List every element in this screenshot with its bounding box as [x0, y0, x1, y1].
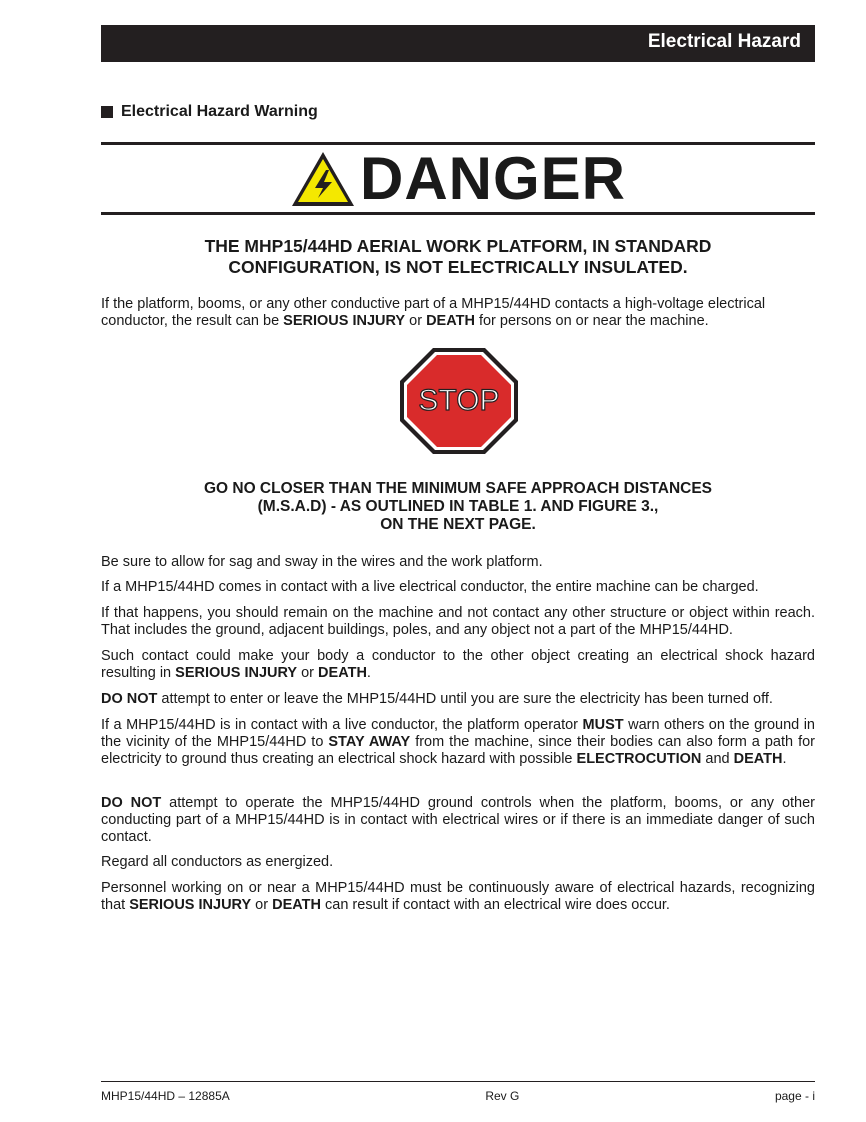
- headline-line-2: CONFIGURATION, IS NOT ELECTRICALLY INSULATED.: [228, 257, 688, 277]
- intro-bold-1: SERIOUS INJURY: [283, 313, 406, 329]
- p4-text-1: Such contact could make your body a conductor to the other object creating an electrical shock hazard resulting in: [101, 648, 815, 681]
- p4-bold-1: SERIOUS INJURY: [175, 665, 298, 681]
- intro-text-3: for persons on or near the machine.: [474, 313, 709, 329]
- paragraph-4: [101, 648, 815, 682]
- paragraph-5: [101, 691, 815, 708]
- intro-paragraph: [101, 296, 815, 330]
- msad-line-3: ON THE NEXT PAGE.: [380, 516, 536, 533]
- footer-document-id: MHP15/44HD – 12885A: [101, 1089, 230, 1103]
- p5-bold-1: DO NOT: [101, 691, 158, 707]
- header-bar: [101, 25, 815, 62]
- p9-bold-2: DEATH: [272, 897, 321, 913]
- section-heading-text: Electrical Hazard Warning: [121, 103, 318, 120]
- danger-word: DANGER: [359, 145, 626, 212]
- intro-bold-2: DEATH: [426, 313, 475, 329]
- paragraph-9: [101, 880, 815, 914]
- p6-text-2: warn others on the ground in the vicinity of the MHP15/44HD to: [101, 717, 815, 750]
- p6-bold-4: DEATH: [733, 751, 783, 767]
- p5-text-1: attempt to enter or leave the MHP15/44HD until you are sure the electricity has been turned off.: [157, 691, 773, 707]
- paragraph-3: If that happens, you should remain on the machine and not contact any other structure or object within reach. That includes the ground, adjacent buildings, poles, and any object not a part of the MHP15/44HD.: [101, 605, 815, 638]
- intro-text-1: If the platform, booms, or any other conductive part of a MHP15/44HD contacts a high-voltage electrical conductor, the result can be: [101, 296, 766, 329]
- paragraph-7: [101, 795, 815, 846]
- headline: [101, 236, 815, 278]
- paragraph-2: If a MHP15/44HD comes in contact with a live electrical conductor, the entire machine can be charged.: [101, 579, 759, 595]
- p6-text-4: and: [701, 751, 734, 767]
- electrical-hazard-icon: [290, 150, 356, 208]
- p6-bold-3: ELECTROCUTION: [576, 751, 702, 767]
- footer: [101, 1089, 815, 1103]
- p6-text-5: .: [782, 751, 787, 767]
- p7-bold-1: DO NOT: [101, 795, 162, 811]
- square-bullet-icon: [101, 106, 113, 118]
- p9-text-1: Personnel working on or near a MHP15/44HD must be continuously aware of electrical hazards, recognizing that: [101, 880, 815, 913]
- headline-line-1: THE MHP15/44HD AERIAL WORK PLATFORM, IN STANDARD: [204, 236, 712, 256]
- stop-label: STOP: [418, 384, 500, 417]
- danger-banner: [101, 147, 815, 211]
- footer-revision: Rev G: [485, 1089, 520, 1103]
- intro-text-2: or: [405, 313, 427, 329]
- footer-page-number: page - i: [774, 1089, 815, 1103]
- p4-bold-2: DEATH: [318, 665, 367, 681]
- p7-text-1: attempt to operate the MHP15/44HD ground controls when the platform, booms, or any other conducting part of a MHP15/44HD is in contact with electrical wires or if there is an immediate danger of such contact.: [101, 795, 815, 845]
- p9-text-3: can result if contact with an electrical wire does occur.: [320, 897, 670, 913]
- bottom-rule: [101, 212, 815, 215]
- section-heading: [101, 103, 318, 121]
- p6-bold-2: STAY AWAY: [328, 734, 411, 750]
- p4-text-2: or: [297, 665, 319, 681]
- p6-bold-1: MUST: [582, 717, 624, 733]
- msad-notice: [101, 480, 815, 534]
- footer-rule: [101, 1081, 815, 1082]
- paragraph-8: Regard all conductors as energized.: [101, 854, 334, 870]
- paragraph-6: [101, 717, 815, 768]
- p6-text-1: If a MHP15/44HD is in contact with a live conductor, the platform operator: [101, 717, 583, 733]
- stop-sign-icon: [398, 346, 520, 456]
- msad-line-2: (M.S.A.D) - AS OUTLINED IN TABLE 1. AND FIGURE 3.,: [257, 498, 659, 515]
- header-title: Electrical Hazard: [647, 31, 801, 52]
- p6-text-3: from the machine, since their bodies can also form a path for electricity to ground thus creating an electrical shock hazard with possible: [101, 734, 815, 767]
- p4-text-3: .: [366, 665, 371, 681]
- paragraph-1: Be sure to allow for sag and sway in the wires and the work platform.: [101, 554, 543, 570]
- msad-line-1: GO NO CLOSER THAN THE MINIMUM SAFE APPROACH DISTANCES: [203, 480, 713, 497]
- p9-text-2: or: [251, 897, 273, 913]
- p9-bold-1: SERIOUS INJURY: [129, 897, 252, 913]
